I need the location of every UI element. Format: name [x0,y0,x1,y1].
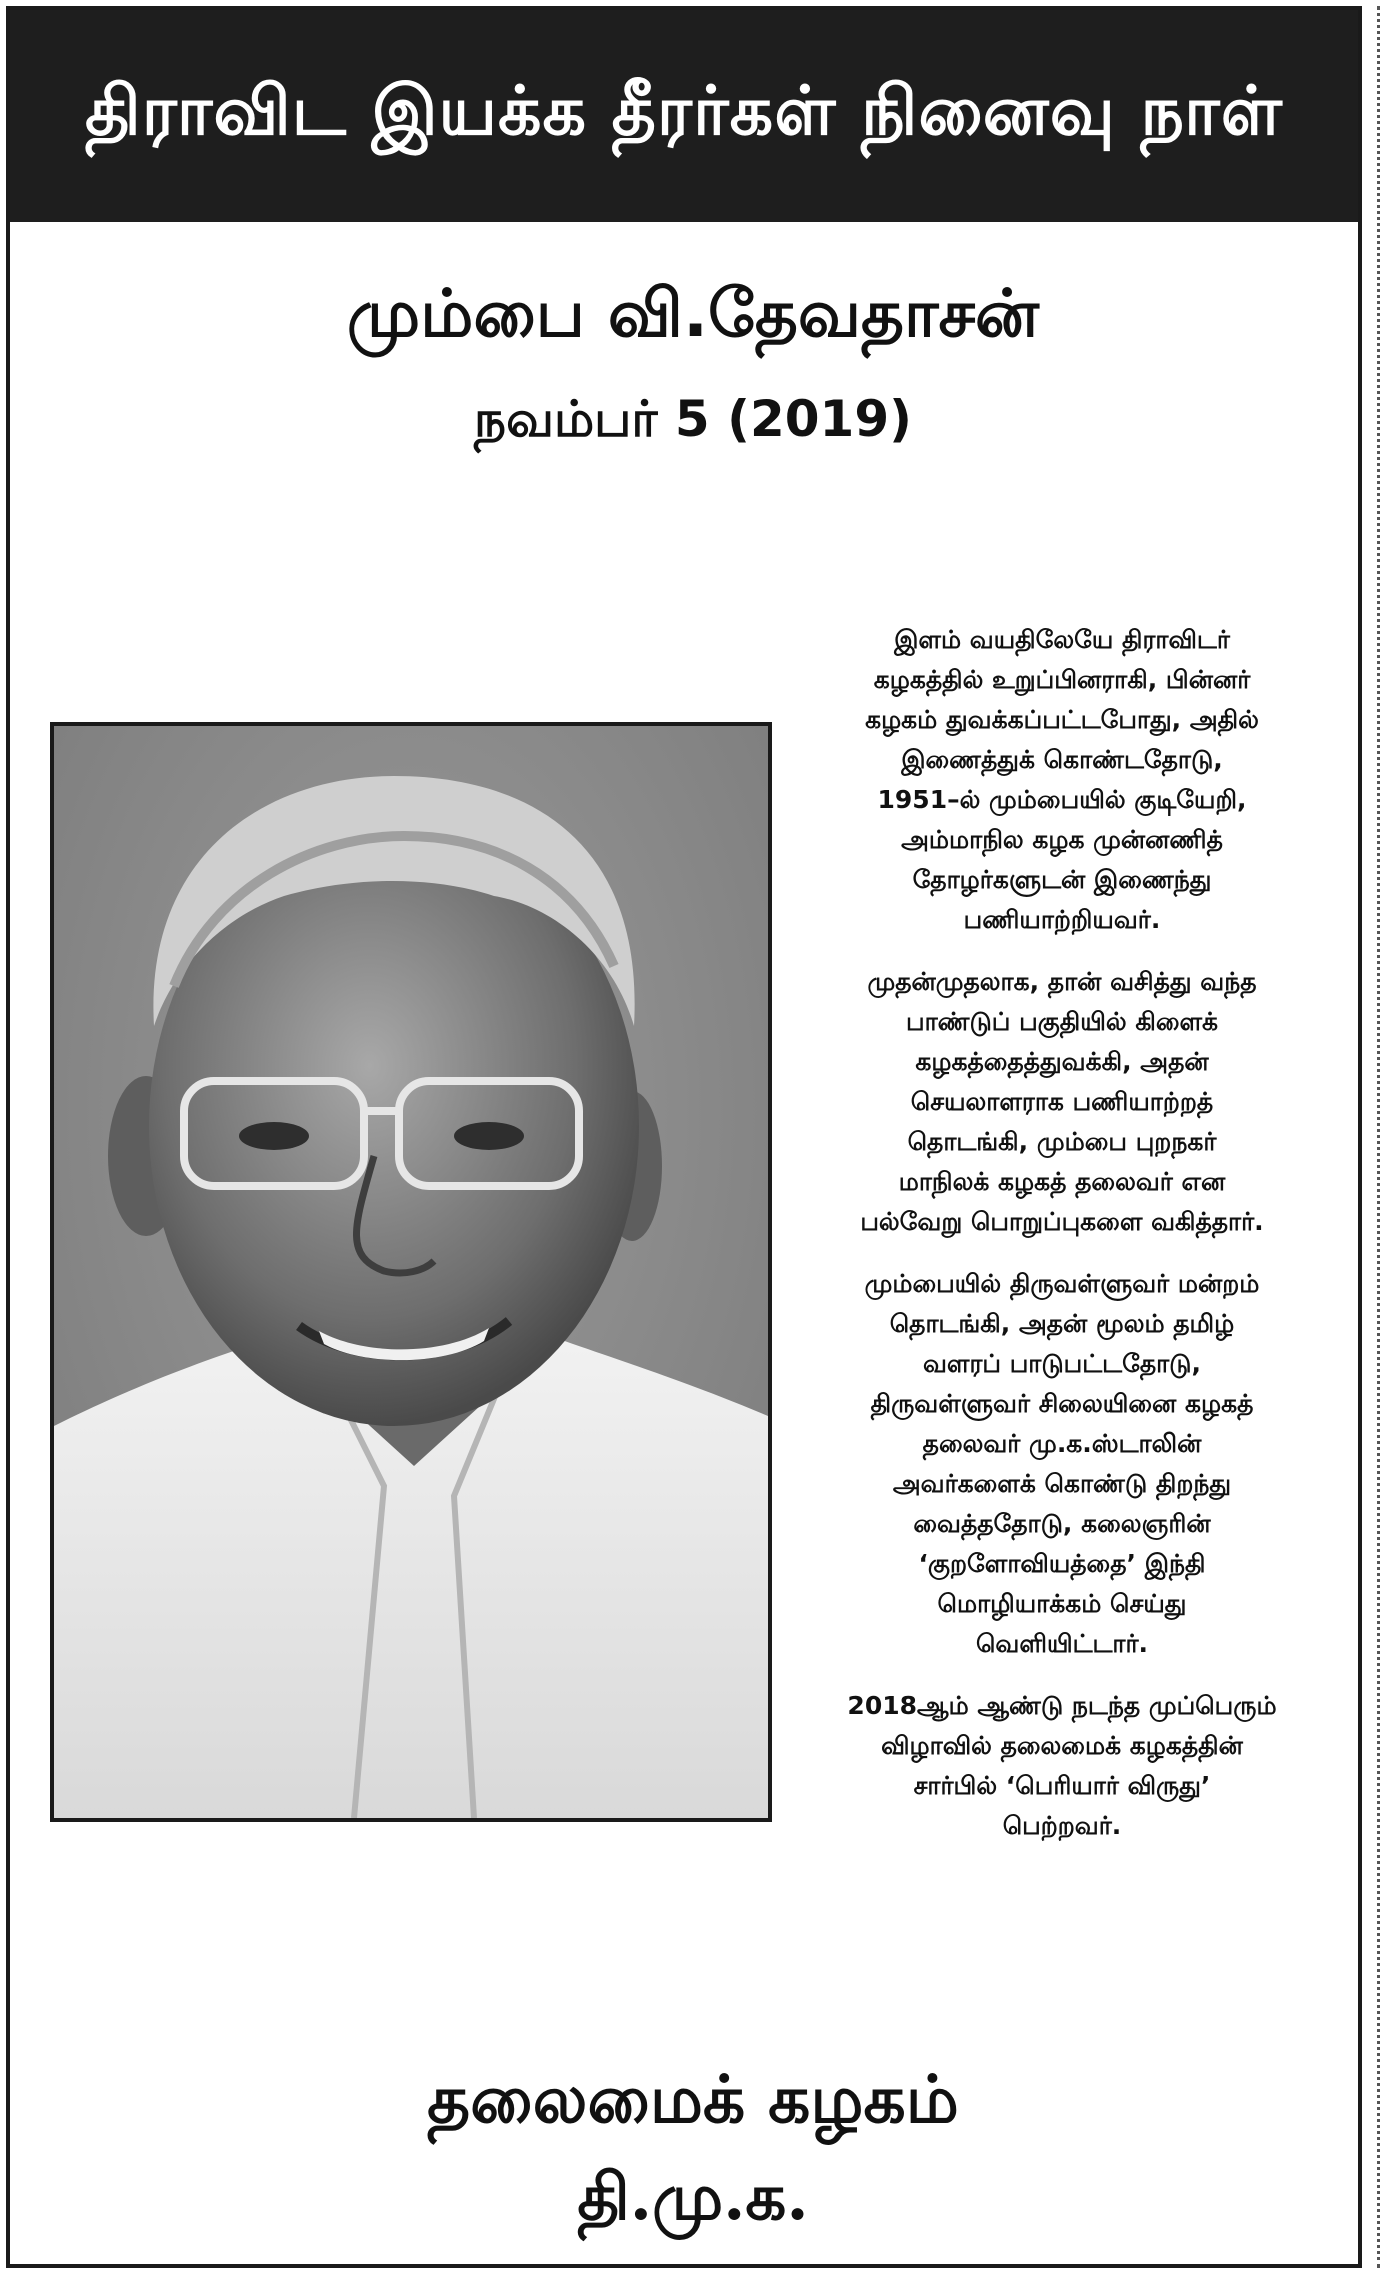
person-name: மும்பை வி.தேவதாசன் [346,275,1040,352]
biography [784,620,1340,1868]
footer-party: தி.மு.க. [577,2160,809,2235]
bio-paragraph-4: 2018ஆம் ஆண்டு நடந்த முப்பெரும் விழாவில் தலைமைக் கழகத்தின் சார்பில் ‘பெரியார் விருது’ பெற்றவர். [847,1691,1277,1840]
header-title: திராவிட இயக்க தீரர்கள் நினைவு நாள் [85,72,1283,151]
portrait-photo [50,722,772,1822]
header-band [10,10,1358,222]
bio-paragraph-2: முதன்முதலாக, தான் வசித்து வந்த பாண்டுப் பகுதியில் கிளைக் கழகத்தைத்துவக்கி, அதன் செயலாளராக பணியாற்றத் தொடங்கி, மும்பை புறநகர் மாநிலக் கழகத் தலைவர் என பல்வேறு பொறுப்புகளை வகித்தார். [860,967,1264,1236]
footer-organization: தலைமைக் கழகம் [427,2060,959,2138]
memorial-date: நவம்பர் 5 (2019) [474,390,912,448]
bio-paragraph-1: இளம் வயதிலேயே திராவிடர் கழகத்தில் உறுப்பினராகி, பின்னர் கழகம் துவக்கப்பட்டபோது, அதில் இணைத்துக் கொண்டதோடு, 1951–ல் மும்பையில் குடியேறி, அம்மாநில கழக முன்னணித் தோழர்களுடன் இணைந்து பணியாற்றியவர். [865,625,1259,934]
bio-paragraph-3: மும்பையில் திருவள்ளுவர் மன்றம் தொடங்கி, அதன் மூலம் தமிழ் வளரப் பாடுபட்டதோடு, திருவள்ளுவர் சிலையினை கழகத் தலைவர் மு.க.ஸ்டாலின் அவர்களைக் கொண்டு திறந்து வைத்ததோடு, கலைஞரின் ‘குறளோவியத்தை’ இந்தி மொழியாக்கம் செய்து வெளியிட்டார். [864,1269,1260,1658]
